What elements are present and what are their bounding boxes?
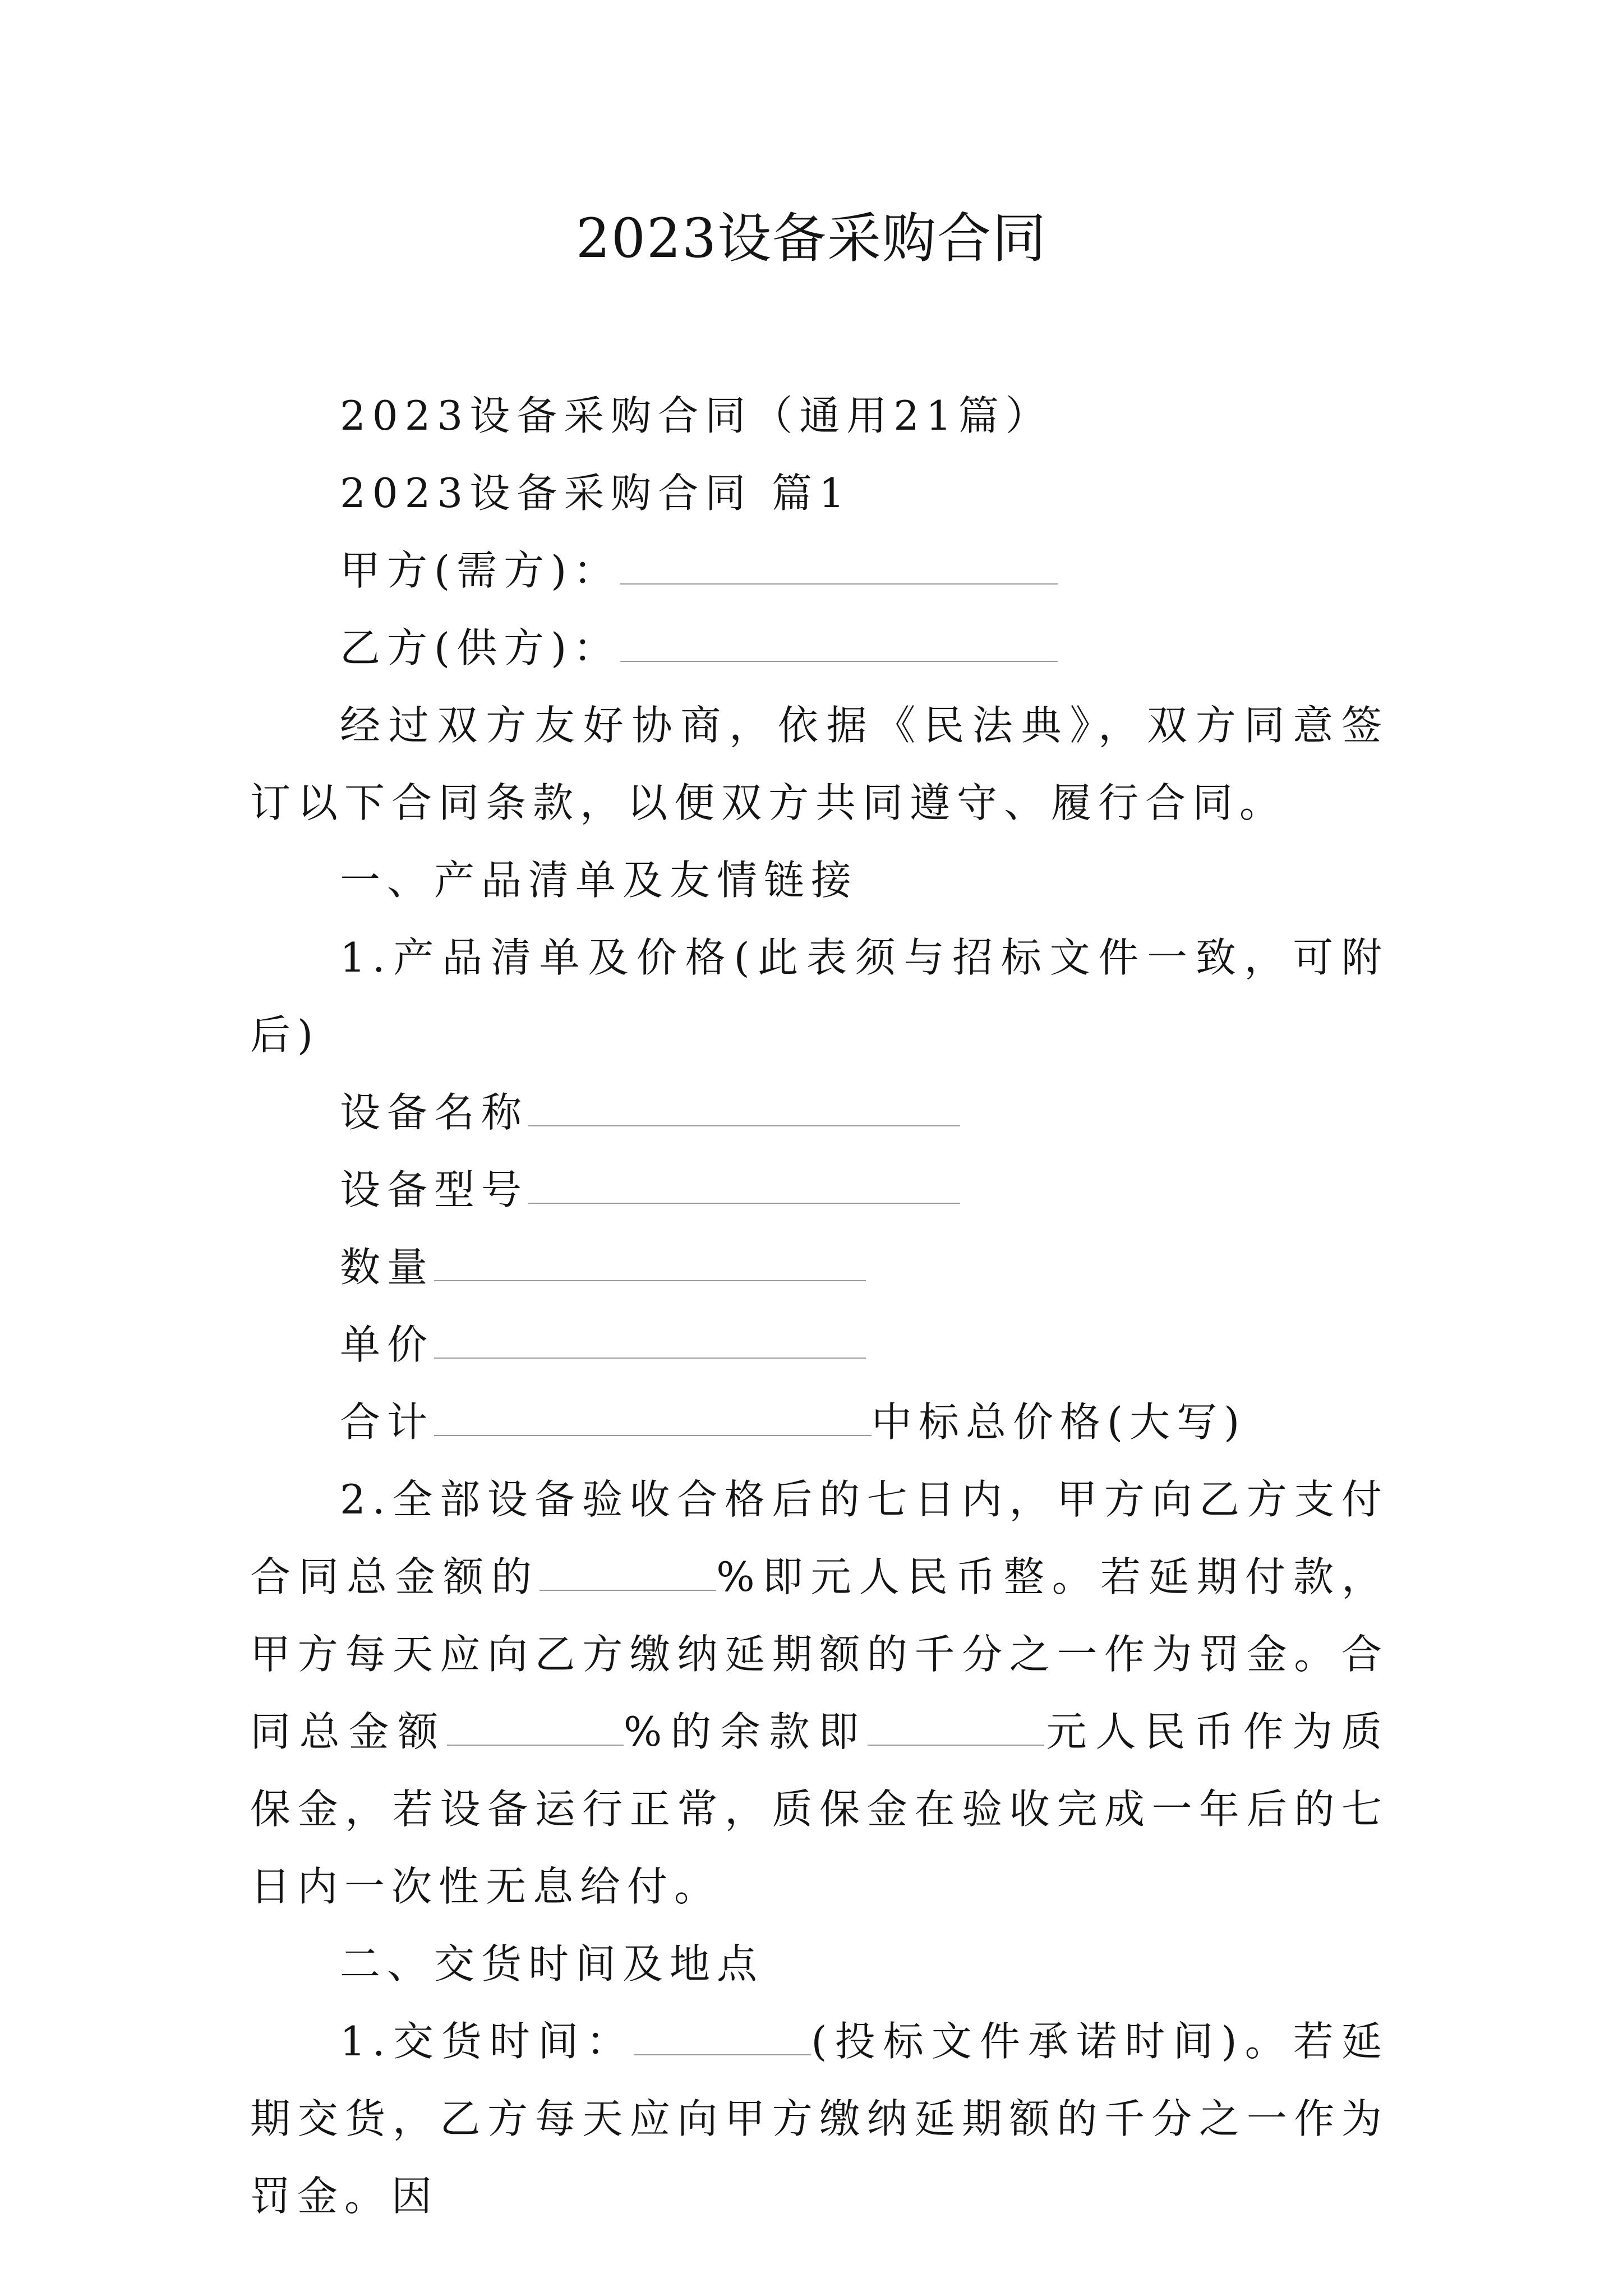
paragraph-subtitle: 2023设备采购合同（通用21篇） [340, 392, 1053, 439]
paragraph-delivery-time [250, 2003, 1389, 2235]
paragraph-preamble: 经过双方友好协商，依据《民法典》，双方同意签订以下合同条款，以便双方共同遵守、履行合同。 [250, 702, 1389, 826]
quantity-line [250, 1228, 1389, 1306]
equipment-name-line [250, 1074, 1389, 1151]
party-a-blank [620, 546, 1058, 585]
equipment-name-label: 设备名称 [340, 1089, 529, 1136]
unit-price-blank [434, 1320, 866, 1359]
payment-text-d: 元人民币作为质保金，若设备运行正常，质保金在验收完成一年后的七日内一次性无息给付。 [250, 1708, 1389, 1910]
total-line [250, 1383, 1389, 1461]
equipment-model-blank [528, 1166, 960, 1204]
total-label: 合计 [340, 1398, 435, 1446]
document-body [250, 377, 1389, 2235]
paragraph-section-heading: 2023设备采购合同 篇1 [340, 470, 851, 517]
paragraph-payment [250, 1461, 1389, 1925]
retention-amount-blank [868, 1708, 1044, 1746]
payment-text-a: 2.全部设备验收合格后的七日内，甲方向乙方支付合同总金额的 [250, 1476, 1389, 1600]
paragraph-section-one: 一、产品清单及友情链接 [340, 857, 859, 904]
document-title: 2023设备采购合同 [575, 207, 1048, 270]
equipment-model-label: 设备型号 [340, 1166, 529, 1213]
equipment-name-blank [528, 1088, 960, 1126]
unit-price-line [250, 1306, 1389, 1383]
paragraph-item-one: 1.产品清单及价格(此表须与招标文件一致，可附后) [250, 934, 1389, 1059]
party-b-line [250, 609, 1389, 687]
party-a-label: 甲方(需方)： [340, 547, 621, 594]
payment-text-c: %的余款即 [623, 1708, 868, 1755]
party-b-label: 乙方(供方)： [340, 624, 621, 671]
party-b-blank [620, 624, 1058, 662]
balance-percent-blank [447, 1708, 624, 1746]
party-a-line [250, 532, 1389, 609]
unit-price-label: 单价 [340, 1321, 435, 1368]
payment-percent-blank [540, 1553, 716, 1591]
equipment-model-line [250, 1151, 1389, 1228]
quantity-blank [434, 1243, 866, 1281]
delivery-text-b: (投标文件承诺时间)。若延期交货，乙方每天应向甲方缴纳延期额的千分之一作为罚金。因 [250, 2018, 1389, 2220]
paragraph-section-two: 二、交货时间及地点 [340, 1940, 764, 1987]
quantity-label: 数量 [340, 1244, 435, 1291]
delivery-text-a: 1.交货时间： [340, 2018, 635, 2065]
payment-text-b: %即元人民币整。若延期付款，甲方每天应向乙方缴纳延期额的千分之一作为罚金。合同总金额 [250, 1553, 1389, 1755]
total-blank [434, 1398, 872, 1436]
total-suffix: 中标总价格(大写) [872, 1398, 1247, 1446]
delivery-time-blank [634, 2017, 811, 2055]
